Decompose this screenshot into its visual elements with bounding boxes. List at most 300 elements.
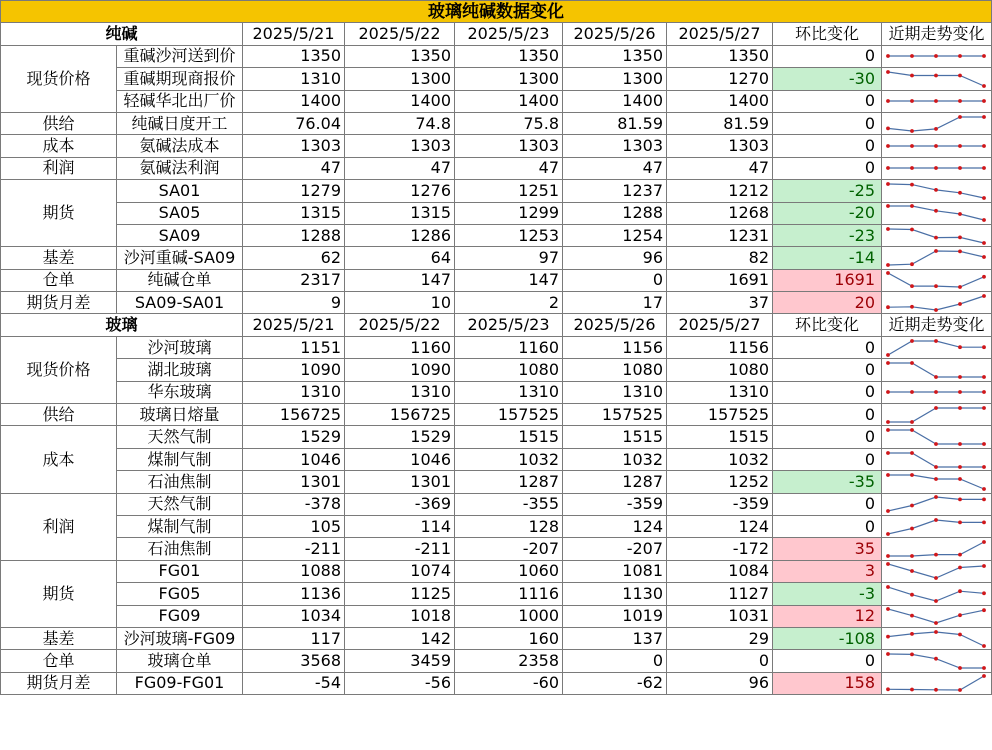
- sparkline-point: [982, 675, 986, 679]
- sparkline-point: [982, 666, 986, 670]
- value-cell: 1301: [345, 471, 455, 493]
- value-cell: 1084: [667, 560, 773, 582]
- value-cell: 81.59: [667, 112, 773, 134]
- change-cell: 35: [773, 538, 882, 560]
- sparkline-point: [934, 209, 938, 213]
- change-cell: -14: [773, 247, 882, 269]
- value-cell: 1310: [667, 381, 773, 403]
- sparkline-point: [958, 442, 962, 446]
- item-name: 天然气制: [117, 493, 243, 515]
- sparkline-point: [958, 144, 962, 148]
- sparkline-point: [958, 235, 962, 239]
- value-cell: 47: [345, 157, 455, 179]
- value-cell: 64: [345, 247, 455, 269]
- sparkline: [882, 338, 990, 358]
- value-cell: 1350: [667, 45, 773, 67]
- value-cell: 1080: [455, 359, 563, 381]
- sparkline-point: [910, 451, 914, 455]
- change-header: 环比变化: [773, 314, 882, 336]
- sparkline-point: [934, 442, 938, 446]
- sparkline-cell: [882, 336, 992, 358]
- sparkline-point: [934, 390, 938, 394]
- value-cell: 117: [243, 627, 345, 649]
- sparkline-point: [958, 345, 962, 349]
- value-cell: -359: [667, 493, 773, 515]
- value-cell: 1515: [563, 426, 667, 448]
- value-cell: 1151: [243, 336, 345, 358]
- sparkline-line: [888, 654, 984, 668]
- sparkline-point: [886, 204, 890, 208]
- value-cell: 1276: [345, 180, 455, 202]
- table-row: [1, 404, 992, 426]
- change-cell: -108: [773, 627, 882, 649]
- value-cell: 1299: [455, 202, 563, 224]
- sparkline-line: [888, 341, 984, 355]
- sparkline-cell: [882, 135, 992, 157]
- value-cell: 1310: [563, 381, 667, 403]
- value-cell: 1251: [455, 180, 563, 202]
- sparkline-cell: [882, 90, 992, 112]
- table-body: [1, 1, 992, 695]
- sparkline-point: [910, 361, 914, 365]
- table-row: [1, 135, 992, 157]
- value-cell: 1310: [243, 68, 345, 90]
- sparkline-point: [886, 607, 890, 611]
- sparkline-point: [958, 99, 962, 103]
- date-header: 2025/5/27: [667, 23, 773, 45]
- sparkline: [882, 629, 990, 649]
- value-cell: 1300: [455, 68, 563, 90]
- sparkline-point: [958, 406, 962, 410]
- value-cell: 1300: [563, 68, 667, 90]
- trend-header: 近期走势变化: [882, 23, 992, 45]
- item-name: 氨碱法利润: [117, 157, 243, 179]
- sparkline-cell: [882, 493, 992, 515]
- category-cell: 期货月差: [1, 672, 117, 694]
- sparkline-cell: [882, 157, 992, 179]
- sparkline-point: [910, 688, 914, 692]
- section-title: 玻璃: [1, 314, 243, 336]
- table-row: [1, 605, 992, 627]
- item-name: 华东玻璃: [117, 381, 243, 403]
- value-cell: 62: [243, 247, 345, 269]
- value-cell: -369: [345, 493, 455, 515]
- value-cell: 1400: [563, 90, 667, 112]
- value-cell: 1160: [455, 336, 563, 358]
- value-cell: 1127: [667, 583, 773, 605]
- sparkline: [882, 405, 990, 425]
- category-cell: 供给: [1, 404, 117, 426]
- value-cell: 96: [667, 672, 773, 694]
- category-cell: 利润: [1, 157, 117, 179]
- value-cell: 1515: [667, 426, 773, 448]
- table-row: [1, 68, 992, 90]
- sparkline: [882, 69, 990, 89]
- sparkline-point: [886, 271, 890, 275]
- value-cell: 1130: [563, 583, 667, 605]
- change-cell: -35: [773, 471, 882, 493]
- sparkline-point: [934, 577, 938, 581]
- sparkline-point: [934, 477, 938, 481]
- item-name: 煤制气制: [117, 448, 243, 470]
- date-header: 2025/5/27: [667, 314, 773, 336]
- sparkline-point: [886, 420, 890, 424]
- value-cell: 1088: [243, 560, 345, 582]
- sparkline-point: [982, 644, 986, 648]
- sparkline-point: [982, 345, 986, 349]
- value-cell: 1252: [667, 471, 773, 493]
- value-cell: 1160: [345, 336, 455, 358]
- change-cell: 0: [773, 157, 882, 179]
- table-row: [1, 247, 992, 269]
- sparkline-cell: [882, 426, 992, 448]
- date-header: 2025/5/22: [345, 23, 455, 45]
- sparkline-point: [910, 129, 914, 133]
- value-cell: 1090: [345, 359, 455, 381]
- value-cell: 1270: [667, 68, 773, 90]
- value-cell: 0: [563, 650, 667, 672]
- table-row: [1, 359, 992, 381]
- value-cell: 1529: [243, 426, 345, 448]
- value-cell: 75.8: [455, 112, 563, 134]
- sparkline: [882, 561, 990, 581]
- sparkline-point: [910, 428, 914, 432]
- value-cell: 1019: [563, 605, 667, 627]
- value-cell: -54: [243, 672, 345, 694]
- value-cell: 105: [243, 515, 345, 537]
- sparkline-point: [958, 566, 962, 570]
- value-cell: 1303: [345, 135, 455, 157]
- item-name: FG09-FG01: [117, 672, 243, 694]
- value-cell: 1303: [563, 135, 667, 157]
- sparkline-point: [934, 55, 938, 59]
- value-cell: -60: [455, 672, 563, 694]
- table-row: [1, 90, 992, 112]
- table-row: [1, 292, 992, 314]
- sparkline-point: [886, 361, 890, 365]
- item-name: SA05: [117, 202, 243, 224]
- sparkline-point: [982, 540, 986, 544]
- sparkline-point: [886, 390, 890, 394]
- sparkline-point: [910, 554, 914, 558]
- sparkline-line: [888, 609, 984, 623]
- value-cell: -62: [563, 672, 667, 694]
- value-cell: 157525: [455, 404, 563, 426]
- sparkline-point: [958, 689, 962, 693]
- date-header: 2025/5/21: [243, 23, 345, 45]
- value-cell: 1287: [563, 471, 667, 493]
- sparkline-line: [888, 453, 984, 467]
- change-cell: 0: [773, 650, 882, 672]
- sparkline-line: [888, 587, 984, 601]
- item-name: SA01: [117, 180, 243, 202]
- sparkline: [882, 293, 990, 313]
- value-cell: -211: [243, 538, 345, 560]
- item-name: SA09: [117, 224, 243, 246]
- sparkline-cell: [882, 247, 992, 269]
- sparkline-cell: [882, 68, 992, 90]
- sparkline-cell: [882, 471, 992, 493]
- value-cell: 1515: [455, 426, 563, 448]
- sparkline-cell: [882, 381, 992, 403]
- value-cell: 1288: [243, 224, 345, 246]
- sparkline-line: [888, 564, 984, 578]
- sparkline-point: [886, 99, 890, 103]
- sparkline-point: [934, 127, 938, 131]
- item-name: 煤制气制: [117, 515, 243, 537]
- sparkline-line: [888, 251, 984, 265]
- sparkline-point: [958, 553, 962, 557]
- sparkline-point: [982, 498, 986, 502]
- item-name: FG05: [117, 583, 243, 605]
- category-cell: 期货: [1, 560, 117, 627]
- table-row: [1, 202, 992, 224]
- value-cell: 47: [563, 157, 667, 179]
- change-cell: 0: [773, 135, 882, 157]
- sparkline-point: [934, 167, 938, 171]
- sparkline-point: [934, 465, 938, 469]
- value-cell: 47: [455, 157, 563, 179]
- sparkline-point: [982, 167, 986, 171]
- sparkline-point: [886, 263, 890, 267]
- sparkline: [882, 606, 990, 626]
- change-cell: 3: [773, 560, 882, 582]
- sparkline-point: [958, 520, 962, 524]
- sparkline-point: [982, 241, 986, 245]
- value-cell: 1529: [345, 426, 455, 448]
- sparkline-point: [886, 652, 890, 656]
- sparkline-point: [934, 657, 938, 661]
- sparkline-point: [958, 115, 962, 119]
- value-cell: 1081: [563, 560, 667, 582]
- item-name: 玻璃仓单: [117, 650, 243, 672]
- sparkline: [882, 539, 990, 559]
- value-cell: 156725: [243, 404, 345, 426]
- sparkline-point: [910, 473, 914, 477]
- table-row: [1, 650, 992, 672]
- sparkline-line: [888, 520, 984, 534]
- change-cell: 0: [773, 45, 882, 67]
- value-cell: 1400: [667, 90, 773, 112]
- sparkline-point: [934, 99, 938, 103]
- sparkline: [882, 360, 990, 380]
- item-name: 轻碱华北出厂价: [117, 90, 243, 112]
- value-cell: 160: [455, 627, 563, 649]
- sparkline-line: [888, 497, 984, 511]
- value-cell: -355: [455, 493, 563, 515]
- value-cell: 0: [563, 269, 667, 291]
- value-cell: 1310: [345, 381, 455, 403]
- sparkline-point: [958, 632, 962, 636]
- value-cell: 47: [243, 157, 345, 179]
- value-cell: -378: [243, 493, 345, 515]
- value-cell: 128: [455, 515, 563, 537]
- section-header-row: [1, 314, 992, 336]
- item-name: 纯碱日度开工: [117, 112, 243, 134]
- category-cell: 现货价格: [1, 45, 117, 112]
- value-cell: 147: [345, 269, 455, 291]
- value-cell: 1350: [563, 45, 667, 67]
- value-cell: 1032: [455, 448, 563, 470]
- table-row: [1, 538, 992, 560]
- sparkline-point: [886, 428, 890, 432]
- sparkline-cell: [882, 292, 992, 314]
- date-header: 2025/5/21: [243, 314, 345, 336]
- sparkline-point: [910, 262, 914, 266]
- sparkline-line: [888, 408, 984, 422]
- date-header: 2025/5/26: [563, 23, 667, 45]
- table-row: [1, 583, 992, 605]
- item-name: FG01: [117, 560, 243, 582]
- sparkline: [882, 427, 990, 447]
- table-row: [1, 45, 992, 67]
- sparkline-point: [934, 73, 938, 77]
- value-cell: 29: [667, 627, 773, 649]
- value-cell: 81.59: [563, 112, 667, 134]
- sparkline-point: [910, 99, 914, 103]
- sparkline-point: [934, 188, 938, 192]
- sparkline-line: [888, 632, 984, 646]
- sparkline-cell: [882, 202, 992, 224]
- sparkline-point: [958, 666, 962, 670]
- sparkline-line: [888, 296, 984, 310]
- item-name: 纯碱仓单: [117, 269, 243, 291]
- item-name: 重碱期现商报价: [117, 68, 243, 90]
- sparkline-cell: [882, 627, 992, 649]
- sparkline-cell: [882, 560, 992, 582]
- sparkline-point: [910, 504, 914, 508]
- item-name: 石油焦制: [117, 471, 243, 493]
- sparkline-point: [958, 375, 962, 379]
- sparkline-cell: [882, 448, 992, 470]
- value-cell: 1253: [455, 224, 563, 246]
- date-header: 2025/5/23: [455, 314, 563, 336]
- section-title: 纯碱: [1, 23, 243, 45]
- value-cell: 1000: [455, 605, 563, 627]
- item-name: FG09: [117, 605, 243, 627]
- sparkline-point: [958, 73, 962, 77]
- sparkline-point: [982, 609, 986, 613]
- sparkline-cell: [882, 45, 992, 67]
- value-cell: 1301: [243, 471, 345, 493]
- table-row: [1, 112, 992, 134]
- change-cell: 12: [773, 605, 882, 627]
- value-cell: 0: [667, 650, 773, 672]
- value-cell: -211: [345, 538, 455, 560]
- value-cell: 1300: [345, 68, 455, 90]
- value-cell: 1350: [345, 45, 455, 67]
- sparkline-point: [934, 630, 938, 634]
- change-cell: 0: [773, 515, 882, 537]
- value-cell: 9: [243, 292, 345, 314]
- sparkline-point: [982, 487, 986, 491]
- sparkline-point: [886, 634, 890, 638]
- date-header: 2025/5/22: [345, 314, 455, 336]
- sparkline-point: [934, 285, 938, 289]
- sparkline-point: [958, 191, 962, 195]
- value-cell: 1310: [243, 381, 345, 403]
- item-name: 重碱沙河送到价: [117, 45, 243, 67]
- sparkline-point: [910, 526, 914, 530]
- value-cell: 1279: [243, 180, 345, 202]
- sparkline-cell: [882, 359, 992, 381]
- sparkline-point: [886, 353, 890, 357]
- sparkline-point: [910, 167, 914, 171]
- sparkline-point: [958, 390, 962, 394]
- change-cell: -3: [773, 583, 882, 605]
- change-cell: 20: [773, 292, 882, 314]
- change-cell: 0: [773, 90, 882, 112]
- date-header: 2025/5/23: [455, 23, 563, 45]
- value-cell: 157525: [563, 404, 667, 426]
- value-cell: 1018: [345, 605, 455, 627]
- sparkline-point: [886, 563, 890, 567]
- value-cell: 1400: [345, 90, 455, 112]
- table-row: [1, 627, 992, 649]
- change-cell: 0: [773, 448, 882, 470]
- value-cell: 1231: [667, 224, 773, 246]
- sparkline-point: [982, 255, 986, 259]
- sparkline-point: [982, 294, 986, 298]
- value-cell: 17: [563, 292, 667, 314]
- sparkline-point: [982, 520, 986, 524]
- table-row: [1, 269, 992, 291]
- value-cell: 1268: [667, 202, 773, 224]
- sparkline-point: [886, 55, 890, 59]
- sparkline-point: [886, 688, 890, 692]
- sparkline-point: [982, 144, 986, 148]
- sparkline-point: [982, 218, 986, 222]
- value-cell: 124: [563, 515, 667, 537]
- value-cell: 37: [667, 292, 773, 314]
- table-row: [1, 672, 992, 694]
- value-cell: 3568: [243, 650, 345, 672]
- value-cell: 1032: [563, 448, 667, 470]
- table-row: [1, 224, 992, 246]
- sparkline-point: [886, 70, 890, 74]
- sparkline: [882, 270, 990, 290]
- table-row: [1, 426, 992, 448]
- sparkline-point: [910, 305, 914, 309]
- value-cell: 1156: [667, 336, 773, 358]
- table-row: [1, 471, 992, 493]
- sparkline-cell: [882, 112, 992, 134]
- value-cell: 10: [345, 292, 455, 314]
- sparkline-point: [958, 477, 962, 481]
- sparkline-point: [910, 632, 914, 636]
- sparkline-point: [886, 554, 890, 558]
- sparkline-point: [910, 420, 914, 424]
- sparkline-point: [958, 249, 962, 253]
- sparkline: [882, 46, 990, 66]
- item-name: 天然气制: [117, 426, 243, 448]
- sparkline: [882, 651, 990, 671]
- sparkline-point: [910, 390, 914, 394]
- sparkline-cell: [882, 650, 992, 672]
- value-cell: 1031: [667, 605, 773, 627]
- change-cell: 0: [773, 359, 882, 381]
- value-cell: 1080: [563, 359, 667, 381]
- category-cell: 仓单: [1, 269, 117, 291]
- category-cell: 仓单: [1, 650, 117, 672]
- value-cell: -207: [563, 538, 667, 560]
- change-cell: -23: [773, 224, 882, 246]
- table-row: [1, 381, 992, 403]
- sparkline-point: [982, 390, 986, 394]
- value-cell: -359: [563, 493, 667, 515]
- sparkline-point: [886, 532, 890, 536]
- sparkline-point: [958, 614, 962, 618]
